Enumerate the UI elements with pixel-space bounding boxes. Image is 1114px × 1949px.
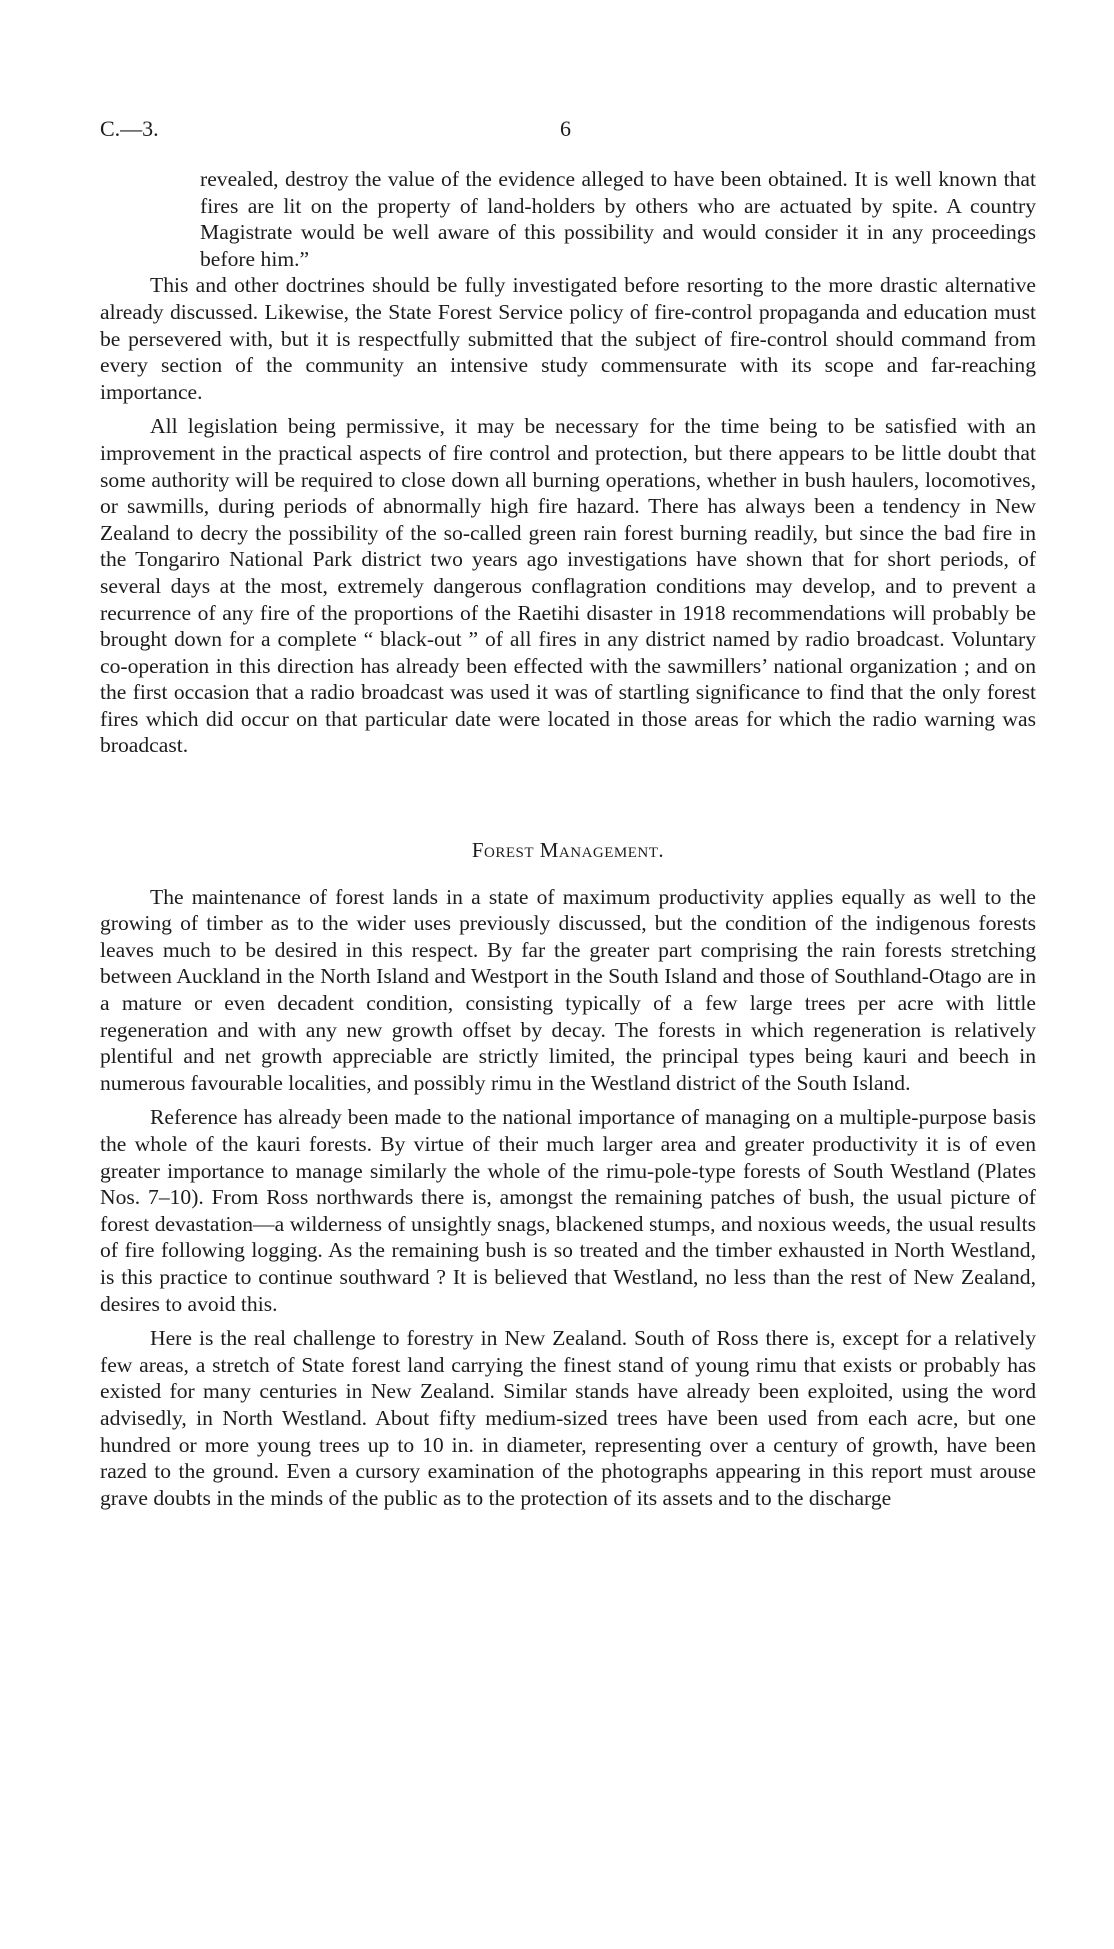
paragraph: The maintenance of forest lands in a state of maximum productivity applies equally as well to the growing of timber as to the wider uses previously discussed, but the condition of the indigenous forests leaves much to be desired in this respect. By far the greater part comprising the rain forests stretching between Auckland in the North Island and Westport in the South Island and those of Southland-Otago are in a mature or even decadent condition, consisting typically of a few large trees per acre with little regeneration and with any new growth offset by decay. The forests in which regeneration is relatively plentiful and net growth appreciable are strictly limited, the principal types being kauri and beech in numerous favourable localities, and possibly rimu in the Westland district of the South Island. — [100, 884, 1036, 1095]
page-number: 6 — [560, 116, 571, 141]
paragraph: All legislation being permissive, it may be necessary for the time being to be satisfied with an improvement in the practical aspects of fire control and protection, but there appears to be little doubt that some authority will be required to close down all burning operations, whether in bush haulers, locomotives, or sawmills, during periods of abnormally high fire hazard. There has always been a tendency in New Zealand to decry the possibility of the so-called green rain forest burning readily, but since the bad fire in the Tongariro National Park district two years ago investigations have shown that for short periods, of several days at the most, extremely dangerous conflagration conditions may develop, and to prevent a recurrence of any fire of the proportions of the Raetihi disaster in 1918 recommendations will probably be brought down for a complete “ black-out ” of all fires in any district named by radio broadcast. Voluntary co-operation in this direction has already been effected with the sawmillers’ national organization ; and on the first occasion that a radio broadcast was used it was of startling significance to find that the only forest fires which did occur on that particular date were located in those areas for which the radio warning was broadcast. — [100, 414, 1036, 758]
section-heading: Forest Management. — [471, 838, 665, 863]
quote-continuation: revealed, destroy the value of the evidence alleged to have been obtained. It is well known that fires are lit on the property of land-holders by others who are actuated by spite. A country Magistrate would be well aware of this possibility and would consider it in any proceedings before him.” — [200, 167, 1036, 271]
paragraph: This and other doctrines should be fully investigated before resorting to the more drastic alternative already discussed. Likewise, the State Forest Service policy of fire-control propaganda and education must be persevered with, but it is respectfully submitted that the subject of fire-control should command from every section of the community an intensive study commensurate with its scope and far-reaching importance. — [100, 273, 1036, 404]
page-header — [100, 116, 1040, 150]
page-body — [100, 166, 1036, 1511]
document-code: C.—3. — [100, 116, 159, 141]
paragraph: Here is the real challenge to forestry in New Zealand. South of Ross there is, except for a relatively few areas, a stretch of State forest land carrying the finest stand of young rimu that exists or probably has existed for many centuries in New Zealand. Similar stands have already been exploited, using the word advisedly, in North Westland. About fifty medium-sized trees have been used from each acre, but one hundred or more young trees up to 10 in. in diameter, representing over a century of growth, have been razed to the ground. Even a cursory examination of the photographs appearing in this report must arouse grave doubts in the minds of the public as to the protection of its assets and to the discharge — [100, 1326, 1036, 1510]
paragraph: Reference has already been made to the national importance of managing on a multiple-purpose basis the whole of the kauri forests. By virtue of their much larger area and greater productivity it is of even greater importance to manage similarly the whole of the rimu-pole-type forests of South Westland (Plates Nos. 7–10). From Ross northwards there is, amongst the remaining patches of bush, the usual picture of forest devastation—a wilderness of unsightly snags, blackened stumps, and noxious weeds, the usual results of fire following logging. As the remaining bush is so treated and the timber exhausted in North Westland, is this practice to continue southward ? It is believed that Westland, no less than the rest of New Zealand, desires to avoid this. — [100, 1105, 1036, 1316]
